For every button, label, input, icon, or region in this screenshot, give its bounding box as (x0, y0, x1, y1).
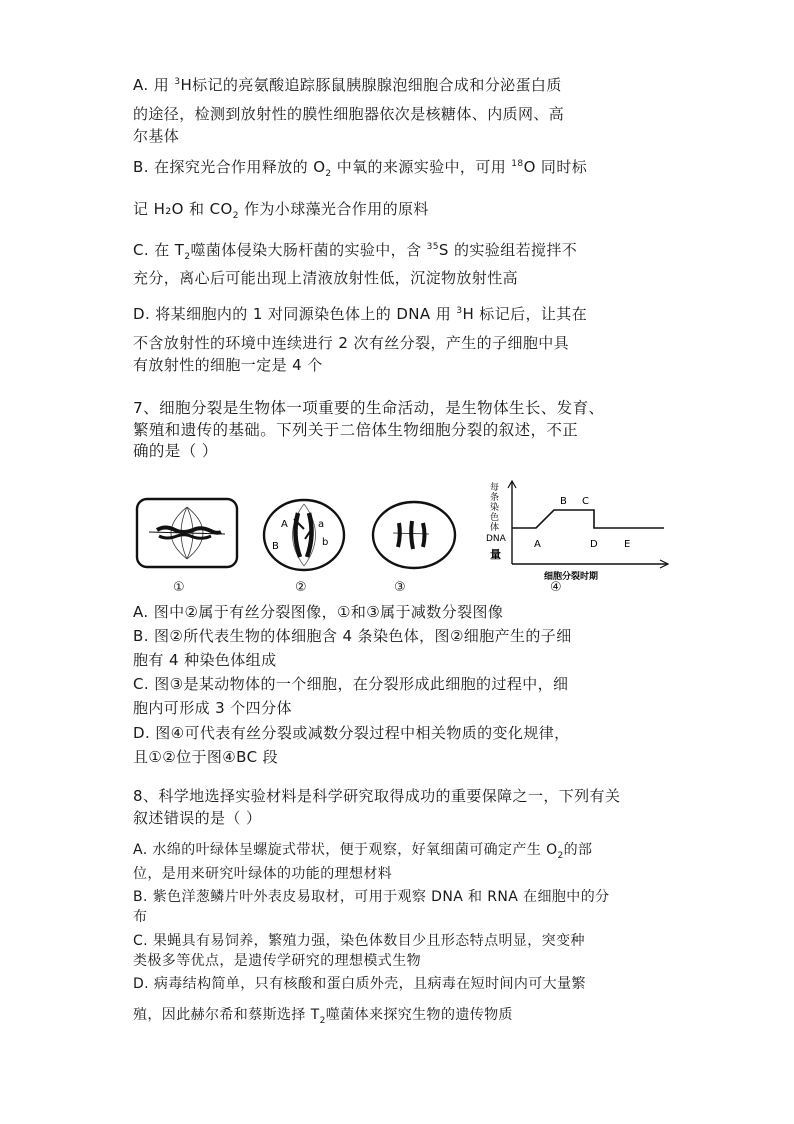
q8-stem-line1: 8、科学地选择实验材料是科学研究取得成功的重要保障之一，下列有关 (133, 787, 621, 805)
q6-option-d-line2: 不含放射性的环境中连续进行 2 次有丝分裂，产生的子细胞中具 (133, 334, 570, 352)
figure-graph-4 (484, 478, 674, 594)
q7-stem-line2: 繁殖和遗传的基础。下列关于二倍体生物细胞分裂的叙述，不正 (133, 421, 579, 439)
figure-label-2: ② (295, 580, 308, 595)
q8-option-c-line2: 类极多等优点，是遗传学研究的理想模式生物 (133, 953, 421, 969)
graph-point-B: B (560, 496, 567, 507)
q8-option-d-line2: 殖，因此赫尔希和蔡斯选择 $T_2$噬菌体来探究生物的遗传物质 (133, 1007, 513, 1026)
q7-option-d-line2: 且①②位于图④BC 段 (133, 748, 279, 766)
graph-ylabel-amount: 量 (490, 548, 501, 561)
q7-option-c-line2: 胞内可形成 3 个四分体 (133, 699, 292, 717)
cell2-label-B: B (272, 541, 279, 552)
q7-stem-line3: 确的是（ ） (133, 442, 218, 460)
q7-option-d-line1: D. 图④可代表有丝分裂或减数分裂过程中相关物质的变化规律， (133, 724, 570, 742)
q6-option-c-line2: 充分，离心后可能出现上清液放射性低，沉淀物放射性高 (133, 269, 519, 287)
q7-option-b-line1: B. 图②所代表生物的体细胞含 4 条染色体，图②细胞产生的子细 (133, 627, 572, 645)
q6-option-d-line3: 有放射性的细胞一定是 4 个 (133, 356, 323, 374)
q7-option-b-line2: 胞有 4 种染色体组成 (133, 651, 277, 669)
figure-label-1: ① (173, 580, 186, 595)
graph-ylabel-char-4: 色 (490, 513, 500, 523)
graph-line (512, 510, 664, 528)
figure-cell-1 (135, 497, 239, 572)
graph-xlabel: 细胞分裂时期 (544, 572, 599, 582)
figure-cell-3 (371, 499, 457, 573)
q8-option-d-line1: D. 病毒结构简单，只有核酸和蛋白质外壳，且病毒在短时间内可大量繁 (133, 976, 586, 992)
q8-option-b-line2: 布 (133, 909, 148, 925)
graph-point-E: E (624, 539, 631, 550)
graph-point-A: A (534, 539, 541, 550)
q8-option-c-line1: C. 果蝇具有易饲养，繁殖力强，染色体数目少且形态特点明显，突变种 (133, 933, 585, 949)
q6-option-d-line1: D. 将某细胞内的 1 对同源染色体上的 DNA 用 $^3$H 标记后，让其在 (133, 305, 588, 323)
graph-point-D: D (590, 539, 598, 550)
graph-ylabel-dna: DNA (486, 534, 506, 544)
graph-ylabel-char-5: 体 (490, 523, 500, 533)
q6-option-b-line2: 记 H₂O 和 $CO_2$ 作为小球藻光合作用的原料 (133, 200, 429, 221)
q7-option-c-line1: C. 图③是某动物体的一个细胞，在分裂形成此细胞的过程中，细 (133, 675, 569, 693)
q8-option-b-line1: B. 紫色洋葱鳞片叶外表皮易取材，可用于观察 DNA 和 RNA 在细胞中的分 (133, 889, 610, 905)
figure-cell-2 (261, 497, 347, 575)
figure-label-3: ③ (394, 580, 407, 595)
graph-point-C: C (582, 496, 589, 507)
cell2-label-b: b (322, 537, 329, 548)
q8-stem-line2: 叙述错误的是（ ） (133, 809, 262, 827)
q6-option-a-line2: 的途径，检测到放射性的膜性细胞器依次是核糖体、内质网、高 (133, 105, 565, 123)
graph-ylabel-char-2: 条 (490, 493, 500, 503)
q6-option-b-line1: B. 在探究光合作用释放的 $O_2$ 中氧的来源实验中，可用 $^{18}$O 同时标 (133, 158, 588, 179)
graph-ylabel-char-3: 染 (490, 503, 500, 513)
cell2-label-A: A (281, 519, 288, 530)
q6-option-c-line1: C. 在 $T_2$噬菌体侵染大肠杆菌的实验中，含 $^{35}$S 的实验组若搅拌不 (133, 241, 578, 262)
q6-option-a-line1: A. 用 $^3$H标记的亮氨酸追踪豚鼠胰腺腺泡细胞合成和分泌蛋白质 (133, 76, 562, 94)
q7-stem-line1: 7、细胞分裂是生物体一项重要的生命活动，是生物体生长、发育、 (133, 399, 605, 417)
cell2-label-a: a (318, 519, 325, 530)
q8-option-a-line1: A. 水绵的叶绿体呈螺旋式带状，便于观察，好氧细菌可确定产生 $O_2$的部 (133, 842, 593, 861)
graph-ylabel-char-1: 每 (490, 483, 500, 493)
q6-option-a-line3: 尔基体 (133, 127, 180, 145)
q8-option-a-line2: 位，是用来研究叶绿体的功能的理想材料 (133, 866, 393, 882)
q7-option-a: A. 图中②属于有丝分裂图像，①和③属于减数分裂图像 (133, 603, 504, 621)
figure-label-4: ④ (550, 580, 563, 595)
